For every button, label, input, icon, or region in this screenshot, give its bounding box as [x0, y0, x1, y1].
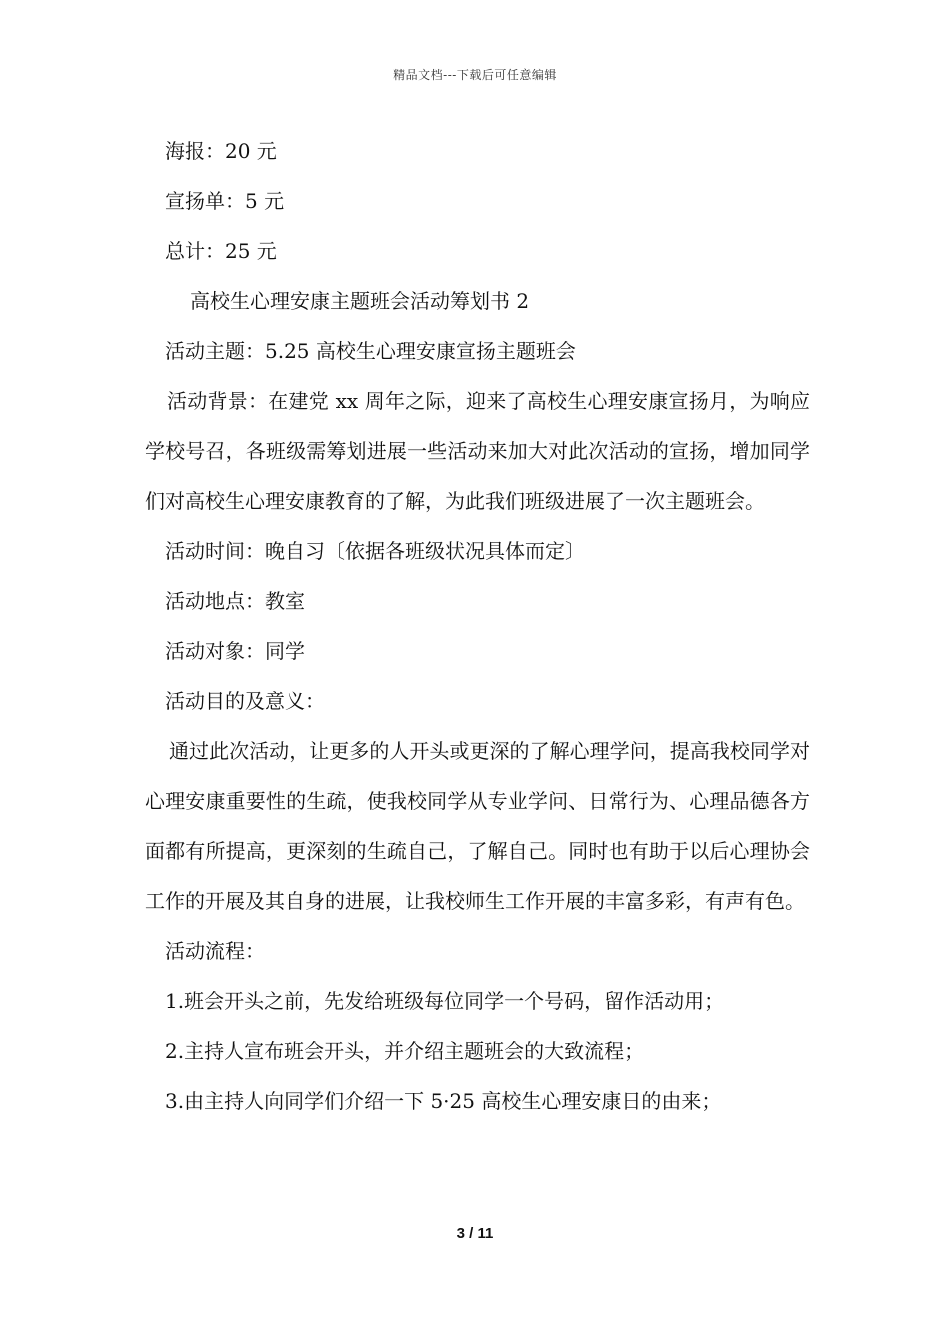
activity-time: 活动时间：晚自习〔依据各班级状况具体而定〕	[165, 539, 585, 563]
document-body	[145, 126, 810, 1126]
activity-theme: 活动主题：5.25 高校生心理安康宣扬主题班会	[165, 339, 576, 363]
activity-background: 活动背景：在建党 xx 周年之际，迎来了高校生心理安康宣扬月，为响应学校号召，各班级需筹划进展一些活动来加大对此次活动的宣扬，增加同学们对高校生心理安康教育的了解，为此我们班级进展了一次主题班会。	[145, 389, 810, 513]
budget-line-poster: 海报：20 元	[165, 139, 277, 163]
process-step-1: 1.班会开头之前，先发给班级每位同学一个号码，留作活动用；	[165, 989, 725, 1013]
purpose-label: 活动目的及意义：	[165, 689, 325, 713]
page-header: 精品文档---下载后可任意编辑	[393, 68, 557, 82]
budget-line-total: 总计：25 元	[165, 239, 277, 263]
activity-place: 活动地点：教室	[165, 589, 305, 613]
process-label: 活动流程：	[165, 939, 265, 963]
activity-target: 活动对象：同学	[165, 639, 305, 663]
purpose-paragraph: 通过此次活动，让更多的人开头或更深的了解心理学问，提高我校同学对心理安康重要性的生疏，使我校同学从专业学问、日常行为、心理品德各方面都有所提高，更深刻的生疏自己，了解自己。同时也有助于以后心理协会工作的开展及其自身的进展，让我校师生工作开展的丰富多彩，有声有色。	[145, 739, 810, 913]
section-title: 高校生心理安康主题班会活动筹划书 2	[190, 289, 530, 313]
process-step-3: 3.由主持人向同学们介绍一下 5·25 高校生心理安康日的由来；	[165, 1089, 722, 1113]
page-number: 3 / 11	[456, 1225, 494, 1242]
process-step-2: 2.主持人宣布班会开头，并介绍主题班会的大致流程；	[165, 1039, 645, 1063]
budget-line-flyer: 宣扬单：5 元	[165, 189, 285, 213]
